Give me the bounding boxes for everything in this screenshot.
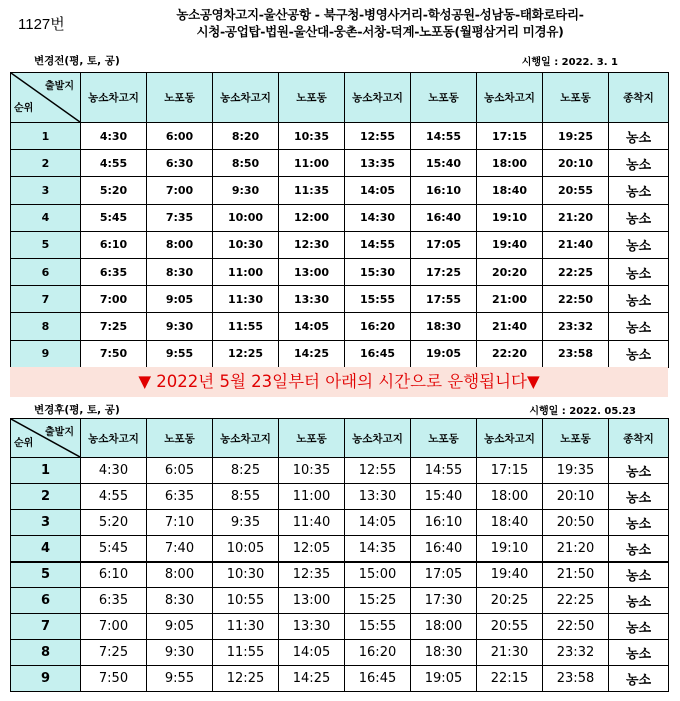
- departure-time-cell: 15:55: [345, 286, 411, 313]
- table-row: [11, 150, 669, 177]
- departure-time-cell: 9:30: [147, 640, 213, 666]
- table-row: [11, 562, 669, 588]
- departure-time-cell: 20:25: [477, 588, 543, 614]
- departure-time-cell: 7:35: [147, 204, 213, 231]
- table-row: [11, 313, 669, 340]
- table-row: [11, 640, 669, 666]
- departure-time-cell: 17:25: [411, 258, 477, 285]
- departure-time-cell: 22:50: [543, 614, 609, 640]
- column-header: 노포동: [279, 419, 345, 458]
- departure-time-cell: 21:40: [477, 313, 543, 340]
- terminus-cell: 농소: [609, 562, 669, 588]
- departure-time-cell: 13:35: [345, 150, 411, 177]
- departure-time-cell: 13:00: [279, 258, 345, 285]
- departure-time-cell: 22:15: [477, 666, 543, 692]
- departure-time-cell: 18:30: [411, 313, 477, 340]
- departure-time-cell: 10:30: [213, 231, 279, 258]
- departure-time-cell: 9:55: [147, 340, 213, 367]
- terminus-cell: 농소: [609, 258, 669, 285]
- departure-time-cell: 4:55: [81, 484, 147, 510]
- terminus-cell: 농소: [609, 640, 669, 666]
- departure-time-cell: 21:20: [543, 204, 609, 231]
- departure-time-cell: 11:55: [213, 313, 279, 340]
- departure-time-cell: 17:15: [477, 123, 543, 150]
- departure-time-cell: 12:30: [279, 231, 345, 258]
- departure-time-cell: 10:55: [213, 588, 279, 614]
- terminus-cell: 농소: [609, 123, 669, 150]
- table-row: [11, 666, 669, 692]
- row-order-cell: 5: [11, 562, 81, 588]
- departure-time-cell: 14:05: [279, 313, 345, 340]
- column-header: 농소차고지: [81, 73, 147, 123]
- departure-time-cell: 8:20: [213, 123, 279, 150]
- column-header: 노포동: [147, 419, 213, 458]
- table-row: [11, 204, 669, 231]
- departure-time-cell: 11:30: [213, 614, 279, 640]
- departure-time-cell: 10:35: [279, 458, 345, 484]
- departure-time-cell: 21:40: [543, 231, 609, 258]
- departure-time-cell: 4:55: [81, 150, 147, 177]
- departure-time-cell: 7:40: [147, 536, 213, 562]
- departure-time-cell: 21:00: [477, 286, 543, 313]
- departure-time-cell: 22:25: [543, 588, 609, 614]
- departure-time-cell: 16:20: [345, 640, 411, 666]
- departure-time-cell: 20:55: [543, 177, 609, 204]
- departure-time-cell: 15:40: [411, 484, 477, 510]
- departure-time-cell: 12:25: [213, 340, 279, 367]
- terminus-cell: 농소: [609, 231, 669, 258]
- departure-time-cell: 17:30: [411, 588, 477, 614]
- column-header: 농소차고지: [477, 419, 543, 458]
- before-label: 변경전(평, 토, 공): [34, 55, 120, 67]
- departure-time-cell: 14:55: [411, 123, 477, 150]
- departure-time-cell: 17:55: [411, 286, 477, 313]
- departure-time-cell: 14:55: [411, 458, 477, 484]
- column-header: 노포동: [543, 73, 609, 123]
- column-header: 농소차고지: [345, 419, 411, 458]
- departure-time-cell: 11:00: [279, 150, 345, 177]
- terminus-cell: 농소: [609, 150, 669, 177]
- departure-time-cell: 7:00: [81, 286, 147, 313]
- table-row: [11, 340, 669, 367]
- departure-time-cell: 11:40: [279, 510, 345, 536]
- column-header: 종착지: [609, 419, 669, 458]
- departure-time-cell: 22:25: [543, 258, 609, 285]
- departure-time-cell: 9:35: [213, 510, 279, 536]
- departure-time-cell: 16:45: [345, 666, 411, 692]
- departure-time-cell: 12:55: [345, 458, 411, 484]
- column-header: 노포동: [411, 73, 477, 123]
- route-description-line-1: 농소공영차고지-울산공항 - 북구청-병영사거리-학성공원-성남동-태화로타리-: [176, 7, 584, 22]
- column-header: 농소차고지: [213, 419, 279, 458]
- departure-time-cell: 15:00: [345, 562, 411, 588]
- terminus-cell: 농소: [609, 510, 669, 536]
- departure-time-cell: 16:40: [411, 536, 477, 562]
- departure-time-cell: 17:05: [411, 231, 477, 258]
- departure-time-cell: 10:30: [213, 562, 279, 588]
- departure-time-cell: 8:25: [213, 458, 279, 484]
- corner-order-label: 순위: [14, 103, 34, 114]
- departure-time-cell: 7:00: [81, 614, 147, 640]
- departure-time-cell: 14:05: [345, 510, 411, 536]
- departure-time-cell: 18:00: [411, 614, 477, 640]
- column-header: 농소차고지: [477, 73, 543, 123]
- departure-time-cell: 14:25: [279, 666, 345, 692]
- departure-time-cell: 6:35: [81, 588, 147, 614]
- departure-time-cell: 4:30: [81, 458, 147, 484]
- departure-time-cell: 19:10: [477, 536, 543, 562]
- departure-time-cell: 13:30: [279, 614, 345, 640]
- row-order-cell: 2: [11, 150, 81, 177]
- row-order-cell: 2: [11, 484, 81, 510]
- departure-time-cell: 18:40: [477, 510, 543, 536]
- corner-header: [11, 419, 81, 458]
- departure-time-cell: 17:15: [477, 458, 543, 484]
- table-row: [11, 484, 669, 510]
- departure-time-cell: 21:30: [477, 640, 543, 666]
- table-row: [11, 258, 669, 285]
- timetable-after: [10, 418, 669, 692]
- departure-time-cell: 11:55: [213, 640, 279, 666]
- departure-time-cell: 12:00: [279, 204, 345, 231]
- column-header: 노포동: [279, 73, 345, 123]
- terminus-cell: 농소: [609, 588, 669, 614]
- departure-time-cell: 5:20: [81, 177, 147, 204]
- departure-time-cell: 6:35: [81, 258, 147, 285]
- departure-time-cell: 9:30: [147, 313, 213, 340]
- departure-time-cell: 13:00: [279, 588, 345, 614]
- column-header: 노포동: [543, 419, 609, 458]
- departure-time-cell: 9:30: [213, 177, 279, 204]
- terminus-cell: 농소: [609, 614, 669, 640]
- terminus-cell: 농소: [609, 536, 669, 562]
- departure-time-cell: 10:05: [213, 536, 279, 562]
- departure-time-cell: 7:25: [81, 313, 147, 340]
- table-row: [11, 588, 669, 614]
- departure-time-cell: 8:50: [213, 150, 279, 177]
- departure-time-cell: 14:25: [279, 340, 345, 367]
- route-description-line-2: 시청-공업탑-법원-울산대-웅촌-서창-덕계-노포동(월평삼거리 미경유): [196, 24, 564, 39]
- departure-time-cell: 6:00: [147, 123, 213, 150]
- departure-time-cell: 18:00: [477, 484, 543, 510]
- departure-time-cell: 16:20: [345, 313, 411, 340]
- departure-time-cell: 19:40: [477, 231, 543, 258]
- departure-time-cell: 19:05: [411, 666, 477, 692]
- departure-time-cell: 14:05: [279, 640, 345, 666]
- departure-time-cell: 11:00: [279, 484, 345, 510]
- departure-time-cell: 19:05: [411, 340, 477, 367]
- row-order-cell: 1: [11, 123, 81, 150]
- column-header: 농소차고지: [345, 73, 411, 123]
- row-order-cell: 3: [11, 177, 81, 204]
- departure-time-cell: 13:30: [345, 484, 411, 510]
- column-header: 종착지: [609, 73, 669, 123]
- before-effective-date: 시행일 : 2022. 3. 1: [521, 57, 618, 68]
- row-order-cell: 7: [11, 614, 81, 640]
- departure-time-cell: 16:10: [411, 510, 477, 536]
- route-number: 1127번: [18, 16, 65, 33]
- departure-time-cell: 6:10: [81, 562, 147, 588]
- departure-time-cell: 7:50: [81, 340, 147, 367]
- row-order-cell: 9: [11, 666, 81, 692]
- departure-time-cell: 18:40: [477, 177, 543, 204]
- departure-time-cell: 6:30: [147, 150, 213, 177]
- table-row: [11, 177, 669, 204]
- departure-time-cell: 20:20: [477, 258, 543, 285]
- timetable-before-header-row: [11, 73, 669, 123]
- column-header: 노포동: [147, 73, 213, 123]
- departure-time-cell: 20:50: [543, 510, 609, 536]
- column-header: 농소차고지: [81, 419, 147, 458]
- departure-time-cell: 14:05: [345, 177, 411, 204]
- row-order-cell: 4: [11, 536, 81, 562]
- row-order-cell: 8: [11, 313, 81, 340]
- column-header: 노포동: [411, 419, 477, 458]
- departure-time-cell: 12:35: [279, 562, 345, 588]
- departure-time-cell: 12:25: [213, 666, 279, 692]
- terminus-cell: 농소: [609, 458, 669, 484]
- row-order-cell: 6: [11, 258, 81, 285]
- departure-time-cell: 8:00: [147, 562, 213, 588]
- table-row: [11, 614, 669, 640]
- departure-time-cell: 17:05: [411, 562, 477, 588]
- departure-time-cell: 14:35: [345, 536, 411, 562]
- row-order-cell: 6: [11, 588, 81, 614]
- row-order-cell: 8: [11, 640, 81, 666]
- departure-time-cell: 9:05: [147, 286, 213, 313]
- row-order-cell: 4: [11, 204, 81, 231]
- departure-time-cell: 16:40: [411, 204, 477, 231]
- departure-time-cell: 15:55: [345, 614, 411, 640]
- departure-time-cell: 22:20: [477, 340, 543, 367]
- route-description: [130, 6, 630, 40]
- terminus-cell: 농소: [609, 313, 669, 340]
- schedule-change-notice: ▼ 2022년 5월 23일부터 아래의 시간으로 운행됩니다▼: [10, 367, 668, 397]
- corner-order-label: 순위: [14, 438, 34, 449]
- departure-time-cell: 18:00: [477, 150, 543, 177]
- departure-time-cell: 11:35: [279, 177, 345, 204]
- timetable-after-header-row: [11, 419, 669, 458]
- departure-time-cell: 8:55: [213, 484, 279, 510]
- timetable-before: [10, 72, 669, 368]
- departure-time-cell: 5:20: [81, 510, 147, 536]
- departure-time-cell: 12:55: [345, 123, 411, 150]
- table-row: [11, 536, 669, 562]
- departure-time-cell: 13:30: [279, 286, 345, 313]
- departure-time-cell: 9:55: [147, 666, 213, 692]
- departure-time-cell: 21:50: [543, 562, 609, 588]
- departure-time-cell: 7:50: [81, 666, 147, 692]
- departure-time-cell: 10:35: [279, 123, 345, 150]
- departure-time-cell: 4:30: [81, 123, 147, 150]
- departure-time-cell: 23:58: [543, 666, 609, 692]
- terminus-cell: 농소: [609, 666, 669, 692]
- departure-time-cell: 8:30: [147, 258, 213, 285]
- departure-time-cell: 22:50: [543, 286, 609, 313]
- departure-time-cell: 15:40: [411, 150, 477, 177]
- after-label: 변경후(평, 토, 공): [34, 404, 120, 416]
- departure-time-cell: 20:10: [543, 150, 609, 177]
- table-row: [11, 286, 669, 313]
- departure-time-cell: 8:30: [147, 588, 213, 614]
- departure-time-cell: 7:25: [81, 640, 147, 666]
- departure-time-cell: 21:20: [543, 536, 609, 562]
- departure-time-cell: 12:05: [279, 536, 345, 562]
- departure-time-cell: 15:30: [345, 258, 411, 285]
- departure-time-cell: 23:58: [543, 340, 609, 367]
- corner-origin-label: 출발지: [45, 81, 74, 92]
- terminus-cell: 농소: [609, 286, 669, 313]
- departure-time-cell: 11:00: [213, 258, 279, 285]
- table-row: [11, 231, 669, 258]
- departure-time-cell: 7:00: [147, 177, 213, 204]
- row-order-cell: 1: [11, 458, 81, 484]
- departure-time-cell: 19:40: [477, 562, 543, 588]
- departure-time-cell: 6:35: [147, 484, 213, 510]
- departure-time-cell: 5:45: [81, 536, 147, 562]
- terminus-cell: 농소: [609, 177, 669, 204]
- departure-time-cell: 23:32: [543, 313, 609, 340]
- departure-time-cell: 19:25: [543, 123, 609, 150]
- departure-time-cell: 23:32: [543, 640, 609, 666]
- row-order-cell: 5: [11, 231, 81, 258]
- terminus-cell: 농소: [609, 204, 669, 231]
- corner-header: [11, 73, 81, 123]
- departure-time-cell: 14:30: [345, 204, 411, 231]
- table-row: [11, 123, 669, 150]
- after-effective-date: 시행일 : 2022. 05.23: [529, 406, 636, 417]
- departure-time-cell: 19:35: [543, 458, 609, 484]
- departure-time-cell: 5:45: [81, 204, 147, 231]
- departure-time-cell: 16:10: [411, 177, 477, 204]
- departure-time-cell: 18:30: [411, 640, 477, 666]
- departure-time-cell: 9:05: [147, 614, 213, 640]
- table-row: [11, 458, 669, 484]
- row-order-cell: 3: [11, 510, 81, 536]
- departure-time-cell: 20:10: [543, 484, 609, 510]
- terminus-cell: 농소: [609, 340, 669, 367]
- departure-time-cell: 15:25: [345, 588, 411, 614]
- terminus-cell: 농소: [609, 484, 669, 510]
- table-row: [11, 510, 669, 536]
- departure-time-cell: 11:30: [213, 286, 279, 313]
- departure-time-cell: 8:00: [147, 231, 213, 258]
- departure-time-cell: 20:55: [477, 614, 543, 640]
- departure-time-cell: 19:10: [477, 204, 543, 231]
- row-order-cell: 7: [11, 286, 81, 313]
- column-header: 농소차고지: [213, 73, 279, 123]
- departure-time-cell: 16:45: [345, 340, 411, 367]
- departure-time-cell: 14:55: [345, 231, 411, 258]
- departure-time-cell: 6:05: [147, 458, 213, 484]
- row-order-cell: 9: [11, 340, 81, 367]
- departure-time-cell: 7:10: [147, 510, 213, 536]
- corner-origin-label: 출발지: [45, 427, 74, 438]
- departure-time-cell: 6:10: [81, 231, 147, 258]
- departure-time-cell: 10:00: [213, 204, 279, 231]
